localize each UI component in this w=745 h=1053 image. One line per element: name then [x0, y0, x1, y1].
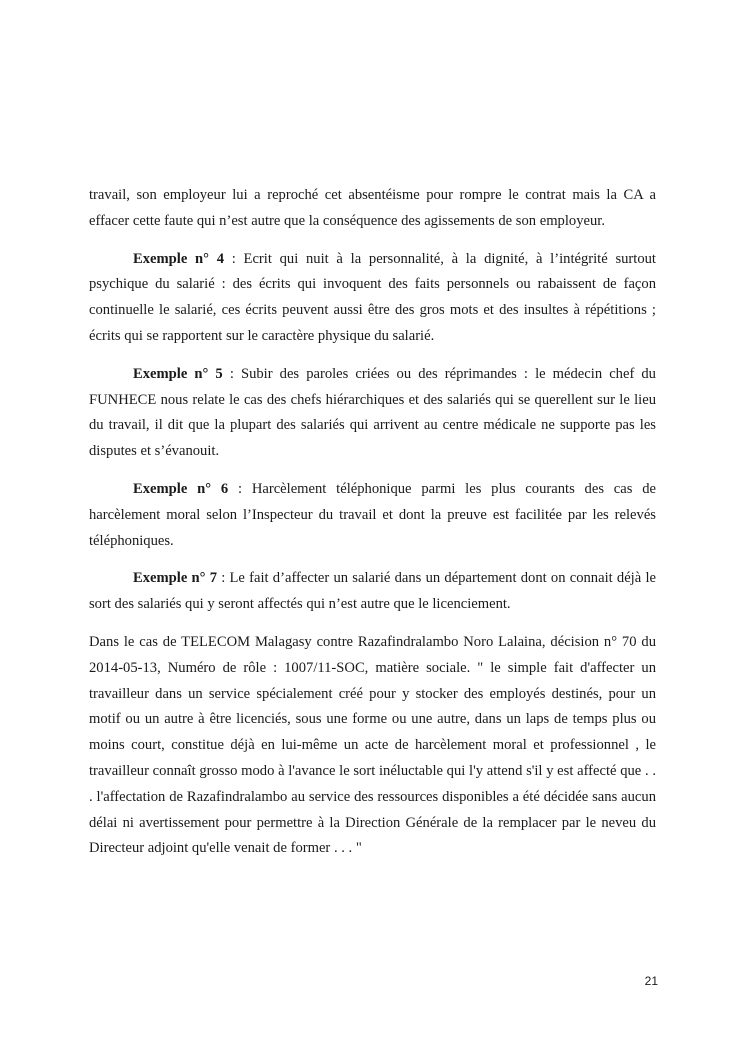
paragraph-text: : Le fait d’affecter un salarié dans un département dont on connait déjà le sort des salariés qui y seront affectés qui n’est autre que le licenciement.: [89, 570, 656, 613]
paragraph-example-7: [89, 566, 656, 618]
example-heading: Exemple n° 6: [133, 480, 229, 497]
paragraph-text: travail, son employeur lui a reproché cet absentéisme pour rompre le contrat mais la CA a effacer cette faute qui n’est autre que la conséquence des agissements de son employeur.: [89, 187, 656, 229]
paragraph-text: : Harcèlement téléphonique parmi les plus courants des cas de harcèlement moral selon l’Inspecteur du travail et dont la preuve est facilitée par les relevés téléphoniques.: [89, 480, 656, 549]
paragraph-example-5: [89, 362, 656, 465]
page-body: [89, 183, 656, 874]
paragraph-text: Dans le cas de TELECOM Malagasy contre Razafindralambo Noro Lalaina, décision n° 70 du 2014-05-13, Numéro de rôle : 1007/11-SOC, matière sociale. " le simple fait d'affecter un travailleur dans un service spécialement créé pour y stocker des employés destinés, pour un motif ou un autre à être licenciés, sous une forme ou une autre, dans un laps de temps plus ou moins court, constitue déjà en lui-même un acte de harcèlement moral et professionnel , le travailleur connaît grosso modo à l'avance le sort inéluctable qui l'y attend s'il y est affecté que . . . l'affectation de Razafindralambo au service des ressources disponibles a été décidée sans aucun délai ni avertissement pour permettre à la Direction Générale de la remplacer par le neveu du Directeur adjoint qu'elle venait de former . . . ": [89, 633, 656, 857]
example-heading: Exemple n° 7: [133, 570, 218, 587]
page-number: 21: [644, 974, 658, 988]
example-heading: Exemple n° 4: [133, 250, 225, 267]
paragraph-case-law: [89, 630, 656, 862]
example-heading: Exemple n° 5: [133, 365, 223, 382]
paragraph-continuation: [89, 183, 656, 235]
paragraph-example-4: [89, 247, 656, 350]
paragraph-text: : Ecrit qui nuit à la personnalité, à la dignité, à l’intégrité surtout psychique du salarié : des écrits qui invoquent des faits personnels ou rabaissent de façon continuelle le salarié, ces écrits peuvent aussi être des gros mots et des insultes à répétitions ; écrits qui se rapportent sur le caractère physique du salarié.: [89, 250, 656, 344]
paragraph-text: : Subir des paroles criées ou des réprimandes : le médecin chef du FUNHECE nous relate le cas des chefs hiérarchiques et des salariés qui se querellent sur le lieu du travail, il dit que la plupart des salariés qui arrivent au centre médicale ne supporte pas les disputes et s’évanouit.: [89, 365, 656, 460]
paragraph-example-6: [89, 477, 656, 554]
